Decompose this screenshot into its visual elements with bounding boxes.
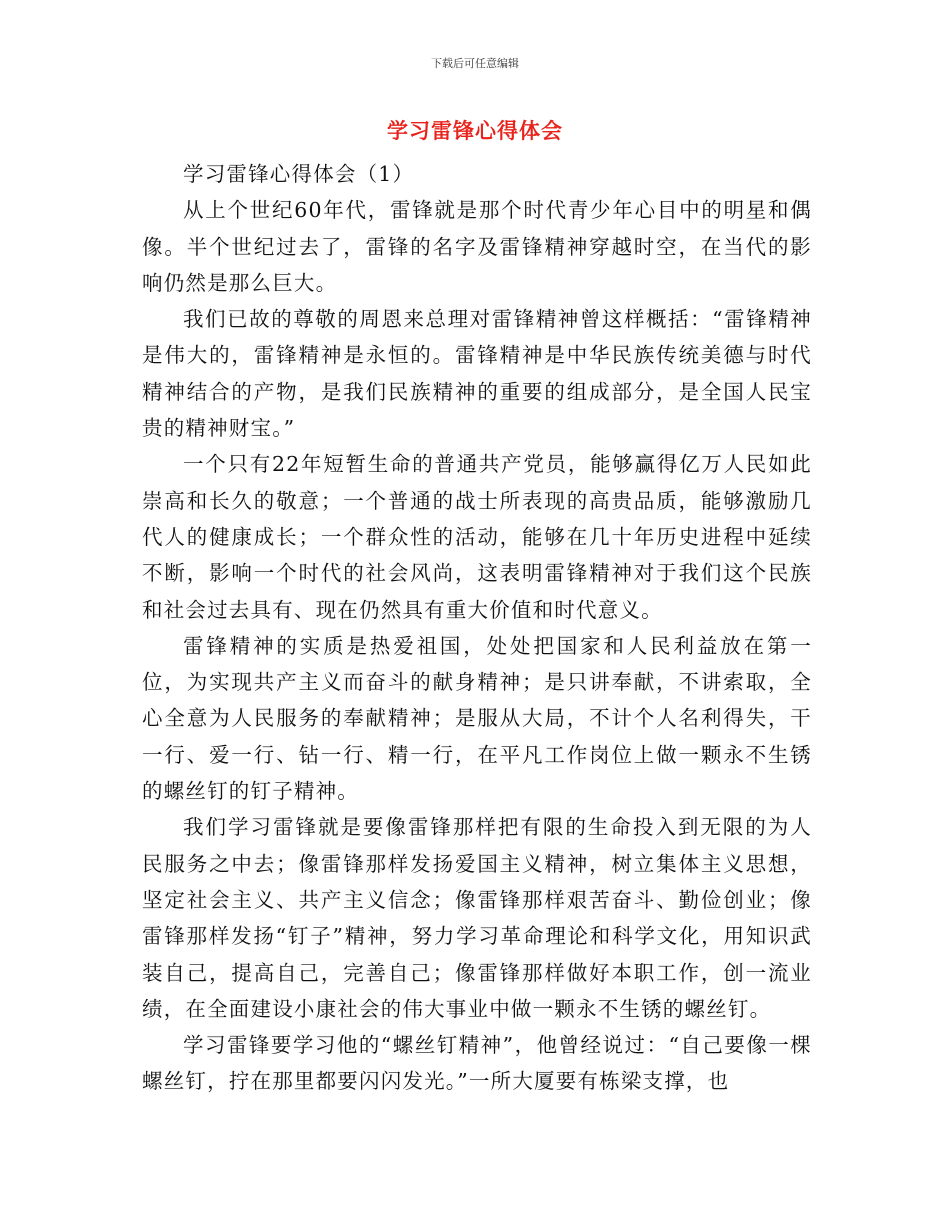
paragraph: 我们学习雷锋就是要像雷锋那样把有限的生命投入到无限的为人民服务之中去；像雷锋那样发扬爱国主义精神，树立集体主义思想，坚定社会主义、共产主义信念；像雷锋那样艰苦奋斗、勤俭创业；像雷锋那样发扬“钉子”精神，努力学习革命理论和科学文化，用知识武装自己，提高自己，完善自己；像雷锋那样做好本职工作，创一流业绩，在全面建设小康社会的伟大事业中做一颗永不生锈的螺丝钉。: [142, 815, 812, 1021]
paragraph-subtitle: 学习雷锋心得体会（1）: [183, 162, 415, 186]
paragraph: 学习雷锋要学习他的“螺丝钉精神”，他曾经说过：“自己要像一棵螺丝钉，拧在那里都要闪闪发光。”一所大厦要有栋梁支撑，也: [142, 1033, 812, 1094]
paragraph: 从上个世纪60年代，雷锋就是那个时代青少年心目中的明星和偶像。半个世纪过去了，雷锋的名字及雷锋精神穿越时空，在当代的影响仍然是那么巨大。: [142, 198, 812, 295]
paragraph: 一个只有22年短暂生命的普通共产党员，能够赢得亿万人民如此崇高和长久的敬意；一个普通的战士所表现的高贵品质，能够激励几代人的健康成长；一个群众性的活动，能够在几十年历史进程中延续不断，影响一个时代的社会风尚，这表明雷锋精神对于我们这个民族和社会过去具有、现在仍然具有重大价值和时代意义。: [142, 452, 812, 622]
document-body: [142, 156, 812, 1100]
document-title: 学习雷锋心得体会: [387, 119, 563, 143]
paragraph: 我们已故的尊敬的周恩来总理对雷锋精神曾这样概括：“雷锋精神是伟大的，雷锋精神是永恒的。雷锋精神是中华民族传统美德与时代精神结合的产物，是我们民族精神的重要的组成部分，是全国人民宝贵的精神财宝。”: [142, 307, 812, 441]
header-note: 下载后可任意编辑: [431, 57, 519, 70]
paragraph: 雷锋精神的实质是热爱祖国，处处把国家和人民利益放在第一位，为实现共产主义而奋斗的献身精神；是只讲奉献，不讲索取，全心全意为人民服务的奉献精神；是服从大局，不计个人名利得失，干一行、爱一行、钻一行、精一行，在平凡工作岗位上做一颗永不生锈的螺丝钉的钉子精神。: [142, 633, 812, 804]
